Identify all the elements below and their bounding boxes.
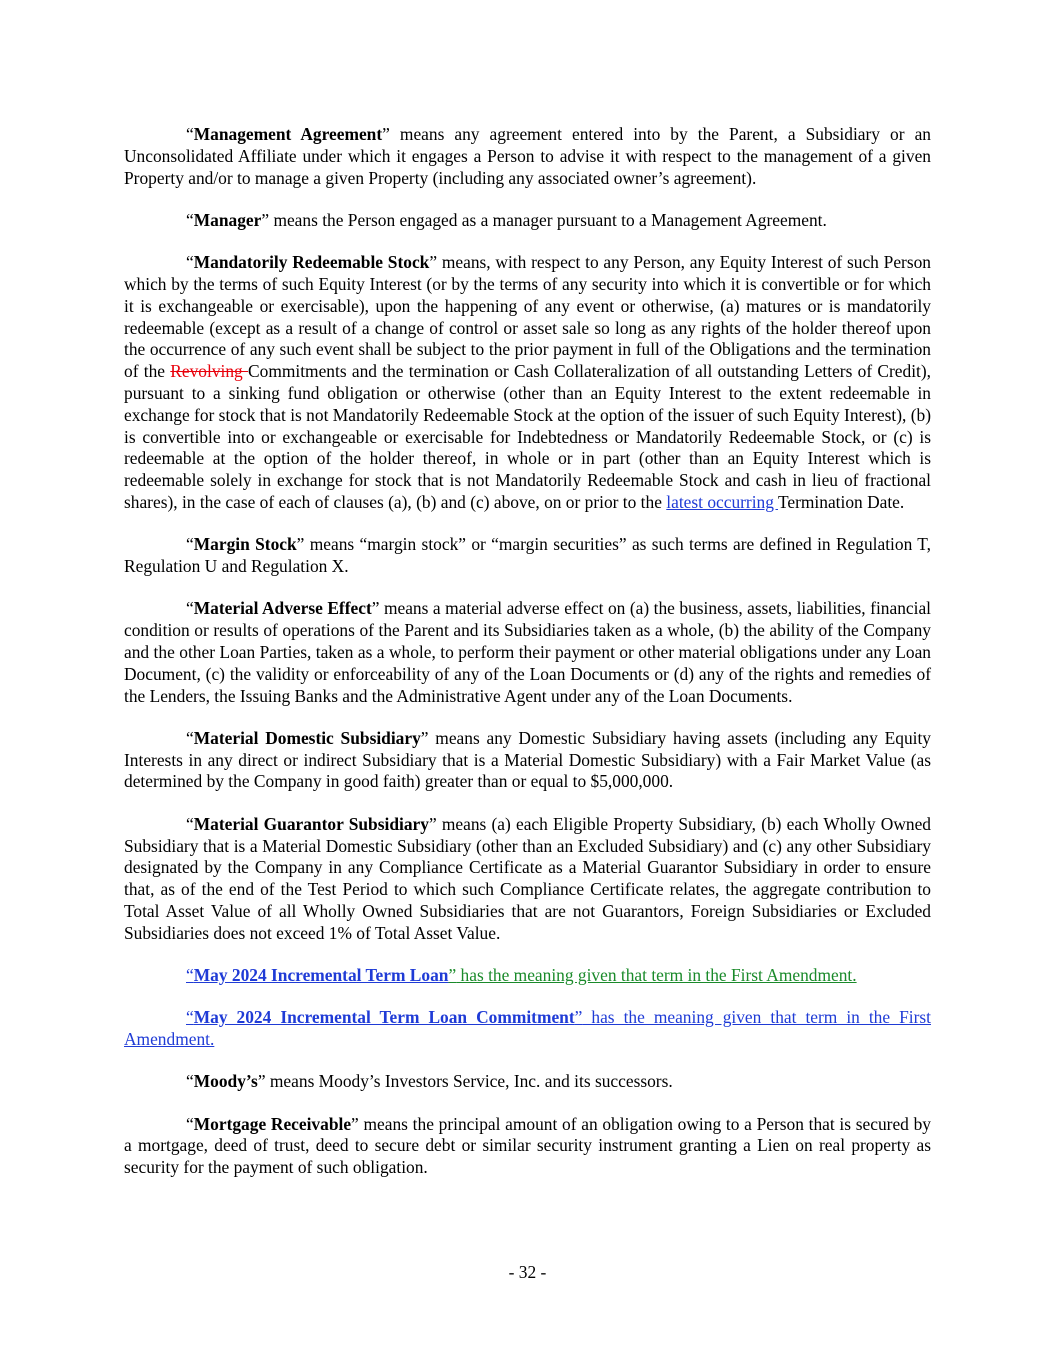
defined-term: Mandatorily Redeemable Stock [193,252,430,273]
definition-manager: “Manager” means the Person engaged as a manager pursuant to a Management Agreement. [186,209,827,230]
definition-text: means any agreement entered into by the Parent, a Subsidiary or an Unconsolidated Affiliate under which it engages a Person to advise it with respect to the management of a given Property and/or to manage a given Property (including any associated owner’s agreement). [124,124,931,188]
definition-text: means a material adverse effect on (a) the business, assets, liabilities, financial condition or results of operations of the Parent and its Subsidiaries taken as a whole, (b) the ability of the Company and the other Loan Parties, taken as a whole, to perform their payment or other material obligations under any Loan Document, (c) the validity or enforceability of any of the Loan Documents or (d) any of the rights and remedies of the Lenders, the Issuing Banks and the Administrative Agent under any of the Loan Documents. [124,598,931,706]
definition-material-domestic-subsidiary: “Material Domestic Subsidiary” means any Domestic Subsidiary having assets (including any Equity Interests in any direct or indirect Subsidiary that is a Material Domestic Subsidiary) with a Fair Market Value (as determined by the Company in good faith) greater than or equal to $5,000,000. [124,727,931,792]
defined-term: Material Adverse Effect [193,598,372,619]
defined-term: Material Guarantor Subsidiary [193,813,429,834]
definition-text: Termination Date. [777,491,905,512]
defined-term: Material Domestic Subsidiary [193,727,421,748]
definition-moodys: “Moody’s” means Moody’s Investors Service, Inc. and its successors. [186,1071,673,1092]
inserted-text: “May 2024 Incremental Term Loan [186,965,449,985]
inserted-text: “May 2024 Incremental Term Loan Commitment” has the meaning given that term in the First Amendment. [124,1007,931,1050]
inserted-text: ” has the meaning given that term in the First Amendment. [448,965,857,985]
definition-text: Commitments and the termination or Cash Collateralization of all outstanding Letters of Credit), pursuant to a sinking fund obligation or otherwise (other than an Equity Interest to the extent redeemable in exchange for stock that is not Mandatorily Redeemable Stock at the option of the issuer of such Equity Interest), (b) is convertible into or exchangeable or exercisable for Indebtedness or Mandatorily Redeemable Stock, or (c) is redeemable at the option of the holder thereof, in whole or in part (other than an Equity Interest which is redeemable solely in exchange for stock that is not Mandatorily Redeemable Stock and cash in lieu of fractional shares), in the case of each of clauses (a), (b) and (c) above, on or prior to the [124,361,932,512]
definition-mandatorily-redeemable-stock: “Mandatorily Redeemable Stock” means, with respect to any Person, any Equity Interest of such Person which by the terms of such Equity Interest (or by the terms of any security into which it is convertible or for which it is exchangeable or exercisable), upon the happening of any event or otherwise, (a) matures or is mandatorily redeemable (except as a result of a change of control or asset sale so long as any rights of the holder thereof upon the occurrence of any such event shall be subject to the prior payment in full of the Obligations and the termination of the Revolving Commitments and the termination or Cash Collateralization of all outstanding Letters of Credit), pursuant to a sinking fund obligation or otherwise (other than an Equity Interest to the extent redeemable in exchange for stock that is not Mandatorily Redeemable Stock at the option of the issuer of such Equity Interest), (b) is convertible into or exchangeable or exercisable for Indebtedness or Mandatorily Redeemable Stock, or (c) is redeemable at the option of the holder thereof, in whole or in part (other than an Equity Interest which is redeemable solely in exchange for stock that is not Mandatorily Redeemable Stock and cash in lieu of fractional shares), in the case of each of clauses (a), (b) and (c) above, on or prior to the latest occurring Termination Date. [124,252,932,512]
definition-text: means (a) each Eligible Property Subsidiary, (b) each Wholly Owned Subsidiary that is a Material Domestic Subsidiary (other than an Excluded Subsidiary) and (c) any other Subsidiary designated by the Company in any Compliance Certificate as a Material Guarantor Subsidiary in order to ensure that, as of the end of the Test Period to which such Compliance Certificate relates, the aggregate contribution to Total Asset Value of all Wholly Owned Subsidiaries that are not Guarantors, Foreign Subsidiaries or Excluded Subsidiaries does not exceed 1% of Total Asset Value. [124,813,931,943]
defined-term: Management Agreement [193,124,383,144]
definition-text: means, with respect to any Person, any Equity Interest of such Person which by the terms of such Equity Interest (or by the terms of any security into which it is convertible or for which it is exchangeable or exercisable), upon the happening of any event or otherwise, (a) matures or is mandatorily redeemable (except as a result of a change of control or asset sale so long as any rights of the holder thereof upon the occurrence of any such event shall be subject to the prior payment in full of the Obligations and the termination of the [124,252,931,382]
definition-text: means any Domestic Subsidiary having assets (including any Equity Interests in any direct or indirect Subsidiary that is a Material Domestic Subsidiary) with a Fair Market Value (as determined by the Company in good faith) greater than or equal to $5,000,000. [124,727,931,792]
definition-text: means Moody’s Investors Service, Inc. and its successors. [265,1071,673,1092]
definition-text: means the Person engaged as a manager pursuant to a Management Agreement. [269,209,827,230]
definition-mortgage-receivable: “Mortgage Receivable” means the principal amount of an obligation owing to a Person that is secured by a mortgage, deed of trust, deed to secure debt or similar security instrument granting a Lien on real property as security for the payment of such obligation. [124,1113,931,1178]
definition-may-2024-incremental-term-loan-commitment [124,1007,931,1051]
definition-margin-stock: “Margin Stock” means “margin stock” or “margin securities” as such terms are defined in Regulation T, Regulation U and Regulation X. [124,534,931,577]
definition-may-2024-incremental-term-loan [124,965,931,987]
definition-material-guarantor-subsidiary: “Material Guarantor Subsidiary” means (a) each Eligible Property Subsidiary, (b) each Wholly Owned Subsidiary that is a Material Domestic Subsidiary (other than an Excluded Subsidiary) and (c) any other Subsidiary designated by the Company in any Compliance Certificate as a Material Guarantor Subsidiary in order to ensure that, as of the end of the Test Period to which such Compliance Certificate relates, the aggregate contribution to Total Asset Value of all Wholly Owned Subsidiaries that are not Guarantors, Foreign Subsidiaries or Excluded Subsidiaries does not exceed 1% of Total Asset Value. [124,813,931,943]
deleted-text: Revolving [170,361,249,382]
defined-term: Margin Stock [193,534,297,555]
definition-material-adverse-effect: “Material Adverse Effect” means a material adverse effect on (a) the business, assets, liabilities, financial condition or results of operations of the Parent and its Subsidiaries taken as a whole, (b) the ability of the Company and the other Loan Parties, taken as a whole, to perform their payment or other material obligations under any Loan Document, (c) the validity or enforceability of any of the Loan Documents or (d) any of the rights and remedies of the Lenders, the Issuing Banks and the Administrative Agent under any of the Loan Documents. [124,598,931,706]
defined-term: Moody’s [193,1071,258,1092]
defined-term: Manager [193,209,262,230]
document-page [124,124,931,1200]
defined-term: May 2024 Incremental Term Loan Commitment [193,1007,575,1028]
page-number: - 32 - [508,1262,547,1282]
definition-text: means the principal amount of an obligation owing to a Person that is secured by a mortgage, deed of trust, deed to secure debt or similar security instrument granting a Lien on real property as security for the payment of such obligation. [124,1113,931,1178]
definition-text: means “margin stock” or “margin securities” as such terms are defined in Regulation T, Regulation U and Regulation X. [124,534,931,577]
defined-term: Mortgage Receivable [193,1113,352,1134]
definition-management-agreement: “Management Agreement” means any agreement entered into by the Parent, a Subsidiary or an Unconsolidated Affiliate under which it engages a Person to advise it with respect to the management of a given Property and/or to manage a given Property (including any associated owner’s agreement). [124,124,931,188]
inserted-text: latest occurring [666,491,778,512]
defined-term: May 2024 Incremental Term Loan [193,965,449,985]
